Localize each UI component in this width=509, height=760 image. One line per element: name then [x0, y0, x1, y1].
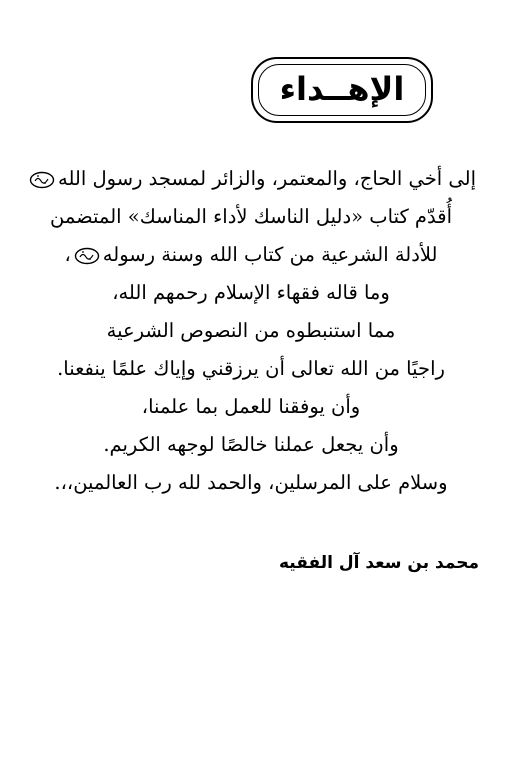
author-signature: محمد بن سعد آل الفقيه [279, 553, 479, 573]
dedication-line-1 [21, 160, 481, 198]
dedication-line-7 [21, 388, 481, 426]
dedication-line-text: إلى أخي الحاج، والمعتمر، والزائر لمسجد رسول الله [57, 167, 476, 190]
dedication-line-2 [21, 198, 481, 236]
dedication-line-text: مما استنبطوه من النصوص الشرعية [106, 319, 396, 342]
dedication-line-6 [21, 350, 481, 388]
dedication-line-5 [21, 312, 481, 350]
dedication-line-4 [21, 274, 481, 312]
title-frame [251, 57, 433, 123]
dedication-line-9 [21, 464, 481, 502]
dedication-line-text: وسلام على المرسلين، والحمد لله رب العالمين،،. [54, 471, 448, 494]
dedication-line-3 [21, 236, 481, 274]
dedication-line-text: أُقدّم كتاب «دليل الناسك لأداء المناسك» المتضمن [50, 205, 452, 228]
dedication-line-text: راجيًا من الله تعالى أن يرزقني وإياك علمًا ينفعنا. [57, 357, 445, 380]
dedication-line-8 [21, 426, 481, 464]
page-title: الإهــداء [279, 70, 405, 108]
dedication-line-suffix: ، [64, 243, 71, 266]
salawat-honorific-icon [29, 170, 55, 190]
dedication-line-text: وما قاله فقهاء الإسلام رحمهم الله، [112, 281, 390, 304]
dedication-line-text: وأن يجعل عملنا خالصًا لوجهه الكريم. [103, 433, 399, 456]
salawat-honorific-icon [74, 246, 100, 266]
dedication-line-text: للأدلة الشرعية من كتاب الله وسنة رسوله [102, 243, 438, 266]
dedication-line-text: وأن يوفقنا للعمل بما علمنا، [141, 395, 361, 418]
dedication-text [21, 160, 481, 502]
